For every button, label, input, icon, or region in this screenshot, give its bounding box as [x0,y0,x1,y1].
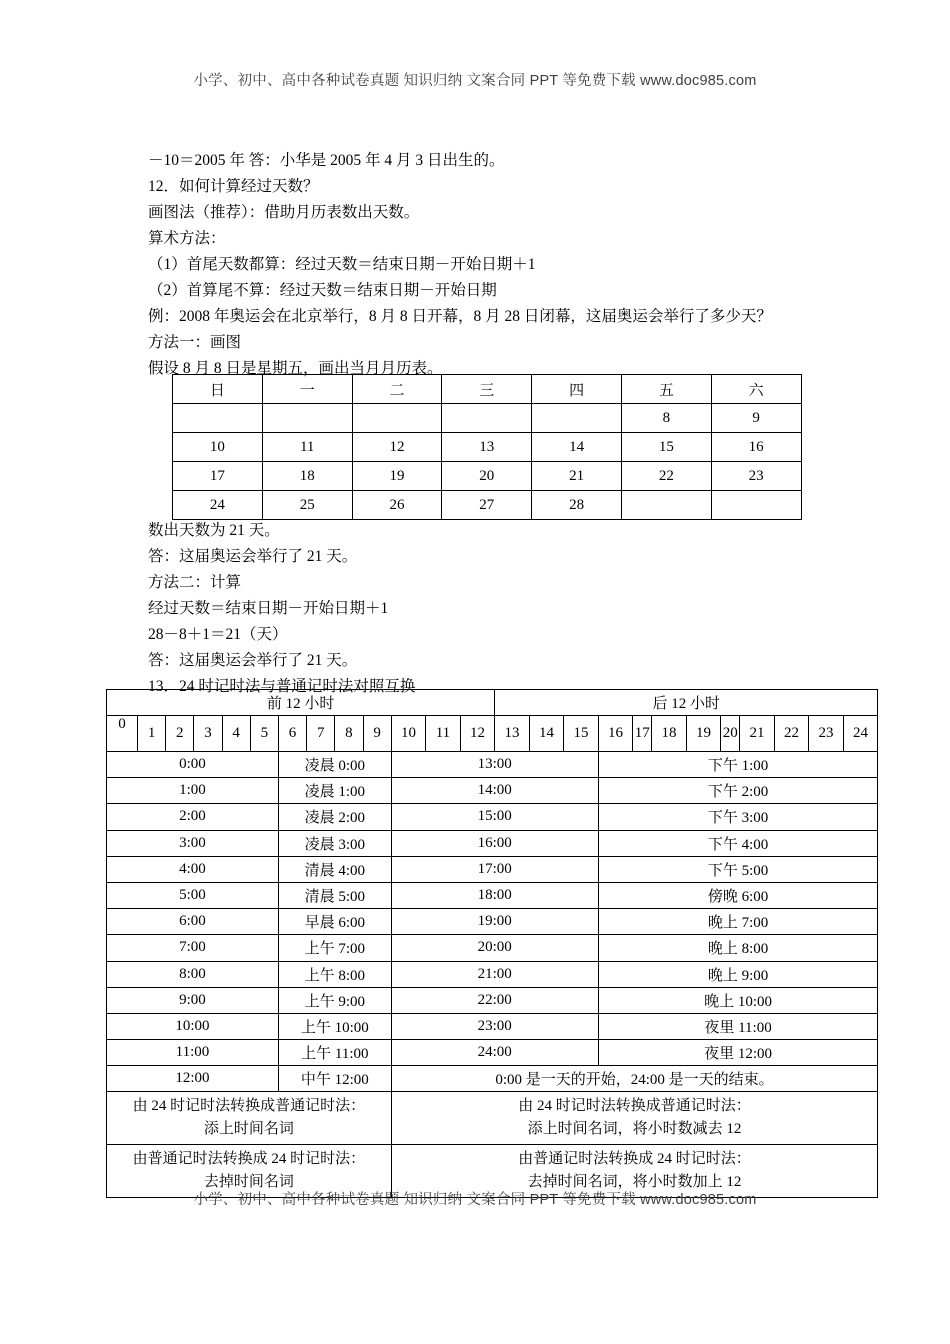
calendar-cell [711,491,801,520]
time-common-am: 上午 11:00 [278,1040,391,1066]
time-24h-am: 9:00 [107,987,279,1013]
calendar-header-cell: 五 [621,375,711,404]
conversion-detail: 去掉时间名词，将小时数加上 12 [527,1174,742,1191]
time-common-pm: 傍晚 6:00 [598,882,878,908]
time-common-am: 凌晨 1:00 [278,778,391,804]
time-24h-am: 2:00 [107,804,279,830]
body-line: 方法一：画图 [148,334,242,351]
time-common-am: 清晨 4:00 [278,856,391,882]
time-common-pm: 下午 2:00 [598,778,878,804]
conversion-title: 由普通记时法转换成 24 时记时法： [132,1151,366,1168]
time-common-am: 清晨 5:00 [278,882,391,908]
calendar-cell: 14 [532,433,622,462]
calendar-cell: 19 [352,462,442,491]
table-row [107,935,878,961]
calendar-cell [621,491,711,520]
table-row [107,882,878,908]
conversion-title: 由 24 时记时法转换成普通记时法： [518,1098,751,1115]
first-half-day-header: 前 12 小时 [107,690,495,716]
time-24h-pm: 18:00 [391,882,598,908]
time-common-am: 凌晨 0:00 [278,752,391,778]
hour-cell: 7 [307,716,335,752]
calendar-cell [442,404,532,433]
body-line: 答：这届奥运会举行了 21 天。 [148,652,358,669]
time-common-pm: 晚上 9:00 [598,961,878,987]
hour-cell: 11 [426,716,461,752]
table-row [107,856,878,882]
calendar-header-cell: 三 [442,375,532,404]
body-line: 例：2008 年奥运会在北京举行，8 月 8 日开幕，8 月 28 日闭幕，这届奥运会举行了多少天？ [148,308,772,325]
calendar-cell: 10 [173,433,263,462]
conversion-cell-24h-to-common-right [391,1092,878,1145]
time-24h-am: 3:00 [107,830,279,856]
hour-cell: 2 [166,716,194,752]
time-24h-am: 6:00 [107,909,279,935]
body-line: 28－8＋1＝21（天） [148,626,288,643]
calendar-cell: 12 [352,433,442,462]
time-24h-am: 10:00 [107,1013,279,1039]
table-row [107,987,878,1013]
time-common-am: 上午 8:00 [278,961,391,987]
table-row [173,433,802,462]
calendar-header-cell: 二 [352,375,442,404]
time-common-pm: 下午 3:00 [598,804,878,830]
time-24h-am: 4:00 [107,856,279,882]
calendar-cell: 16 [711,433,801,462]
time-24h-pm: 16:00 [391,830,598,856]
time-common-pm: 下午 5:00 [598,856,878,882]
calendar-cell: 13 [442,433,532,462]
time-24h-pm: 21:00 [391,961,598,987]
time-24h-pm: 14:00 [391,778,598,804]
time-common-pm: 晚上 10:00 [598,987,878,1013]
calendar-table [172,374,802,520]
time-24h-pm: 15:00 [391,804,598,830]
body-line: 13．24 时记时法与普通记时法对照互换 [148,678,416,695]
hour-cell: 10 [391,716,426,752]
time-24h-am: 0:00 [107,752,279,778]
hour-cell: 9 [363,716,391,752]
time-24h-am: 1:00 [107,778,279,804]
body-line: 算术方法： [148,230,226,247]
table-row [107,1013,878,1039]
conversion-title: 由 24 时记时法转换成普通记时法： [132,1098,366,1115]
hour-cell: 15 [564,716,599,752]
hour-cell: 6 [278,716,306,752]
calendar-cell: 9 [711,404,801,433]
calendar-cell: 26 [352,491,442,520]
table-row [107,752,878,778]
table-row [107,830,878,856]
calendar-cell [262,404,352,433]
table-row-conversion-1 [107,1092,878,1145]
time-common-am: 上午 7:00 [278,935,391,961]
table-row [173,462,802,491]
hour-cell: 21 [740,716,775,752]
time-24h-pm: 24:00 [391,1040,598,1066]
body-line: －10＝2005 年 答：小华是 2005 年 4 月 3 日出生的。 [148,152,505,169]
hour-cell: 16 [598,716,633,752]
calendar-header-cell: 六 [711,375,801,404]
time-common-noon: 中午 12:00 [278,1066,391,1092]
conversion-detail: 添上时间名词 [203,1121,294,1138]
conversion-detail: 添上时间名词，将小时数减去 12 [527,1121,742,1138]
hour-cell: 20 [721,716,740,752]
body-line: 数出天数为 21 天。 [148,522,280,539]
time-24h-noon: 12:00 [107,1066,279,1092]
time-common-am: 凌晨 3:00 [278,830,391,856]
time-common-am: 上午 10:00 [278,1013,391,1039]
hour-cell: 17 [633,716,652,752]
time-24h-pm: 22:00 [391,987,598,1013]
calendar-cell: 23 [711,462,801,491]
calendar-cell: 15 [621,433,711,462]
calendar-cell: 21 [532,462,622,491]
hour-cell: 23 [809,716,844,752]
calendar-cell: 11 [262,433,352,462]
time-common-pm: 夜里 12:00 [598,1040,878,1066]
table-row [107,961,878,987]
body-line: 画图法（推荐）：借助月历表数出天数。 [148,204,420,221]
calendar-header-cell: 四 [532,375,622,404]
watermark-header: 小学、初中、高中各种试卷真题 知识归纳 文案合同 PPT 等免费下载 www.doc985.com [193,73,757,89]
hour-cell: 1 [138,716,166,752]
body-line: 答：这届奥运会举行了 21 天。 [148,548,358,565]
hour-cell: 3 [194,716,222,752]
hour-cell: 8 [335,716,363,752]
calendar-cell: 17 [173,462,263,491]
time-common-pm: 下午 1:00 [598,752,878,778]
time-common-pm: 夜里 11:00 [598,1013,878,1039]
time-common-am: 早晨 6:00 [278,909,391,935]
body-line: 假设 8 月 8 日是星期五，画出当月月历表。 [148,360,443,377]
body-text-block-2 [148,518,838,700]
body-line: （1）首尾天数都算：经过天数＝结束日期－开始日期＋1 [148,256,536,273]
hour-cell: 12 [460,716,495,752]
time-24h-pm: 20:00 [391,935,598,961]
calendar-header-cell: 一 [262,375,352,404]
time-24h-am: 8:00 [107,961,279,987]
day-boundary-note: 0:00 是一天的开始，24:00 是一天的结束。 [391,1066,878,1092]
table-row [107,778,878,804]
table-row-section-headers [107,690,878,716]
time-24h-am: 11:00 [107,1040,279,1066]
calendar-cell: 24 [173,491,263,520]
hour-cell: 14 [529,716,564,752]
time-24h-pm: 23:00 [391,1013,598,1039]
table-row-noon [107,1066,878,1092]
hour-cell: 0 [107,716,138,752]
second-half-day-header: 后 12 小时 [495,690,878,716]
body-line: 12．如何计算经过天数？ [148,178,319,195]
calendar-cell: 22 [621,462,711,491]
time-24h-am: 7:00 [107,935,279,961]
time-conversion-table [106,689,878,1198]
calendar-cell: 20 [442,462,532,491]
time-common-pm: 晚上 8:00 [598,935,878,961]
conversion-detail: 去掉时间名词 [203,1174,294,1191]
calendar-cell [173,404,263,433]
time-conversion-table-wrapper [106,689,878,1198]
time-common-pm: 晚上 7:00 [598,909,878,935]
calendar-cell: 25 [262,491,352,520]
hour-cell: 13 [495,716,530,752]
watermark-footer: 小学、初中、高中各种试卷真题 知识归纳 文案合同 PPT 等免费下载 www.doc985.com [193,1192,757,1208]
table-row-hour-strip [107,716,878,752]
body-line: 方法二：计算 [148,574,242,591]
calendar-cell: 18 [262,462,352,491]
time-common-pm: 下午 4:00 [598,830,878,856]
time-common-am: 凌晨 2:00 [278,804,391,830]
calendar-header-cell: 日 [173,375,263,404]
table-row [173,491,802,520]
body-line: 经过天数＝结束日期－开始日期＋1 [148,600,389,617]
table-row [173,375,802,404]
calendar-cell: 27 [442,491,532,520]
time-24h-pm: 19:00 [391,909,598,935]
time-24h-am: 5:00 [107,882,279,908]
body-text-block-1 [148,148,838,382]
calendar-cell [532,404,622,433]
conversion-cell-24h-to-common-left [107,1092,392,1145]
calendar-table-wrapper [172,374,802,520]
hour-cell: 19 [686,716,721,752]
table-row [107,909,878,935]
table-row [107,804,878,830]
hour-cell: 22 [774,716,809,752]
table-row [107,1040,878,1066]
calendar-cell: 28 [532,491,622,520]
hour-cell: 5 [250,716,278,752]
time-24h-pm: 17:00 [391,856,598,882]
hour-cell: 18 [652,716,687,752]
body-line: （2）首算尾不算：经过天数＝结束日期－开始日期 [148,282,497,299]
conversion-title: 由普通记时法转换成 24 时记时法： [518,1151,751,1168]
table-row [173,404,802,433]
hour-cell: 4 [222,716,250,752]
calendar-cell [352,404,442,433]
time-common-am: 上午 9:00 [278,987,391,1013]
calendar-cell: 8 [621,404,711,433]
hour-cell: 24 [843,716,878,752]
time-24h-pm: 13:00 [391,752,598,778]
